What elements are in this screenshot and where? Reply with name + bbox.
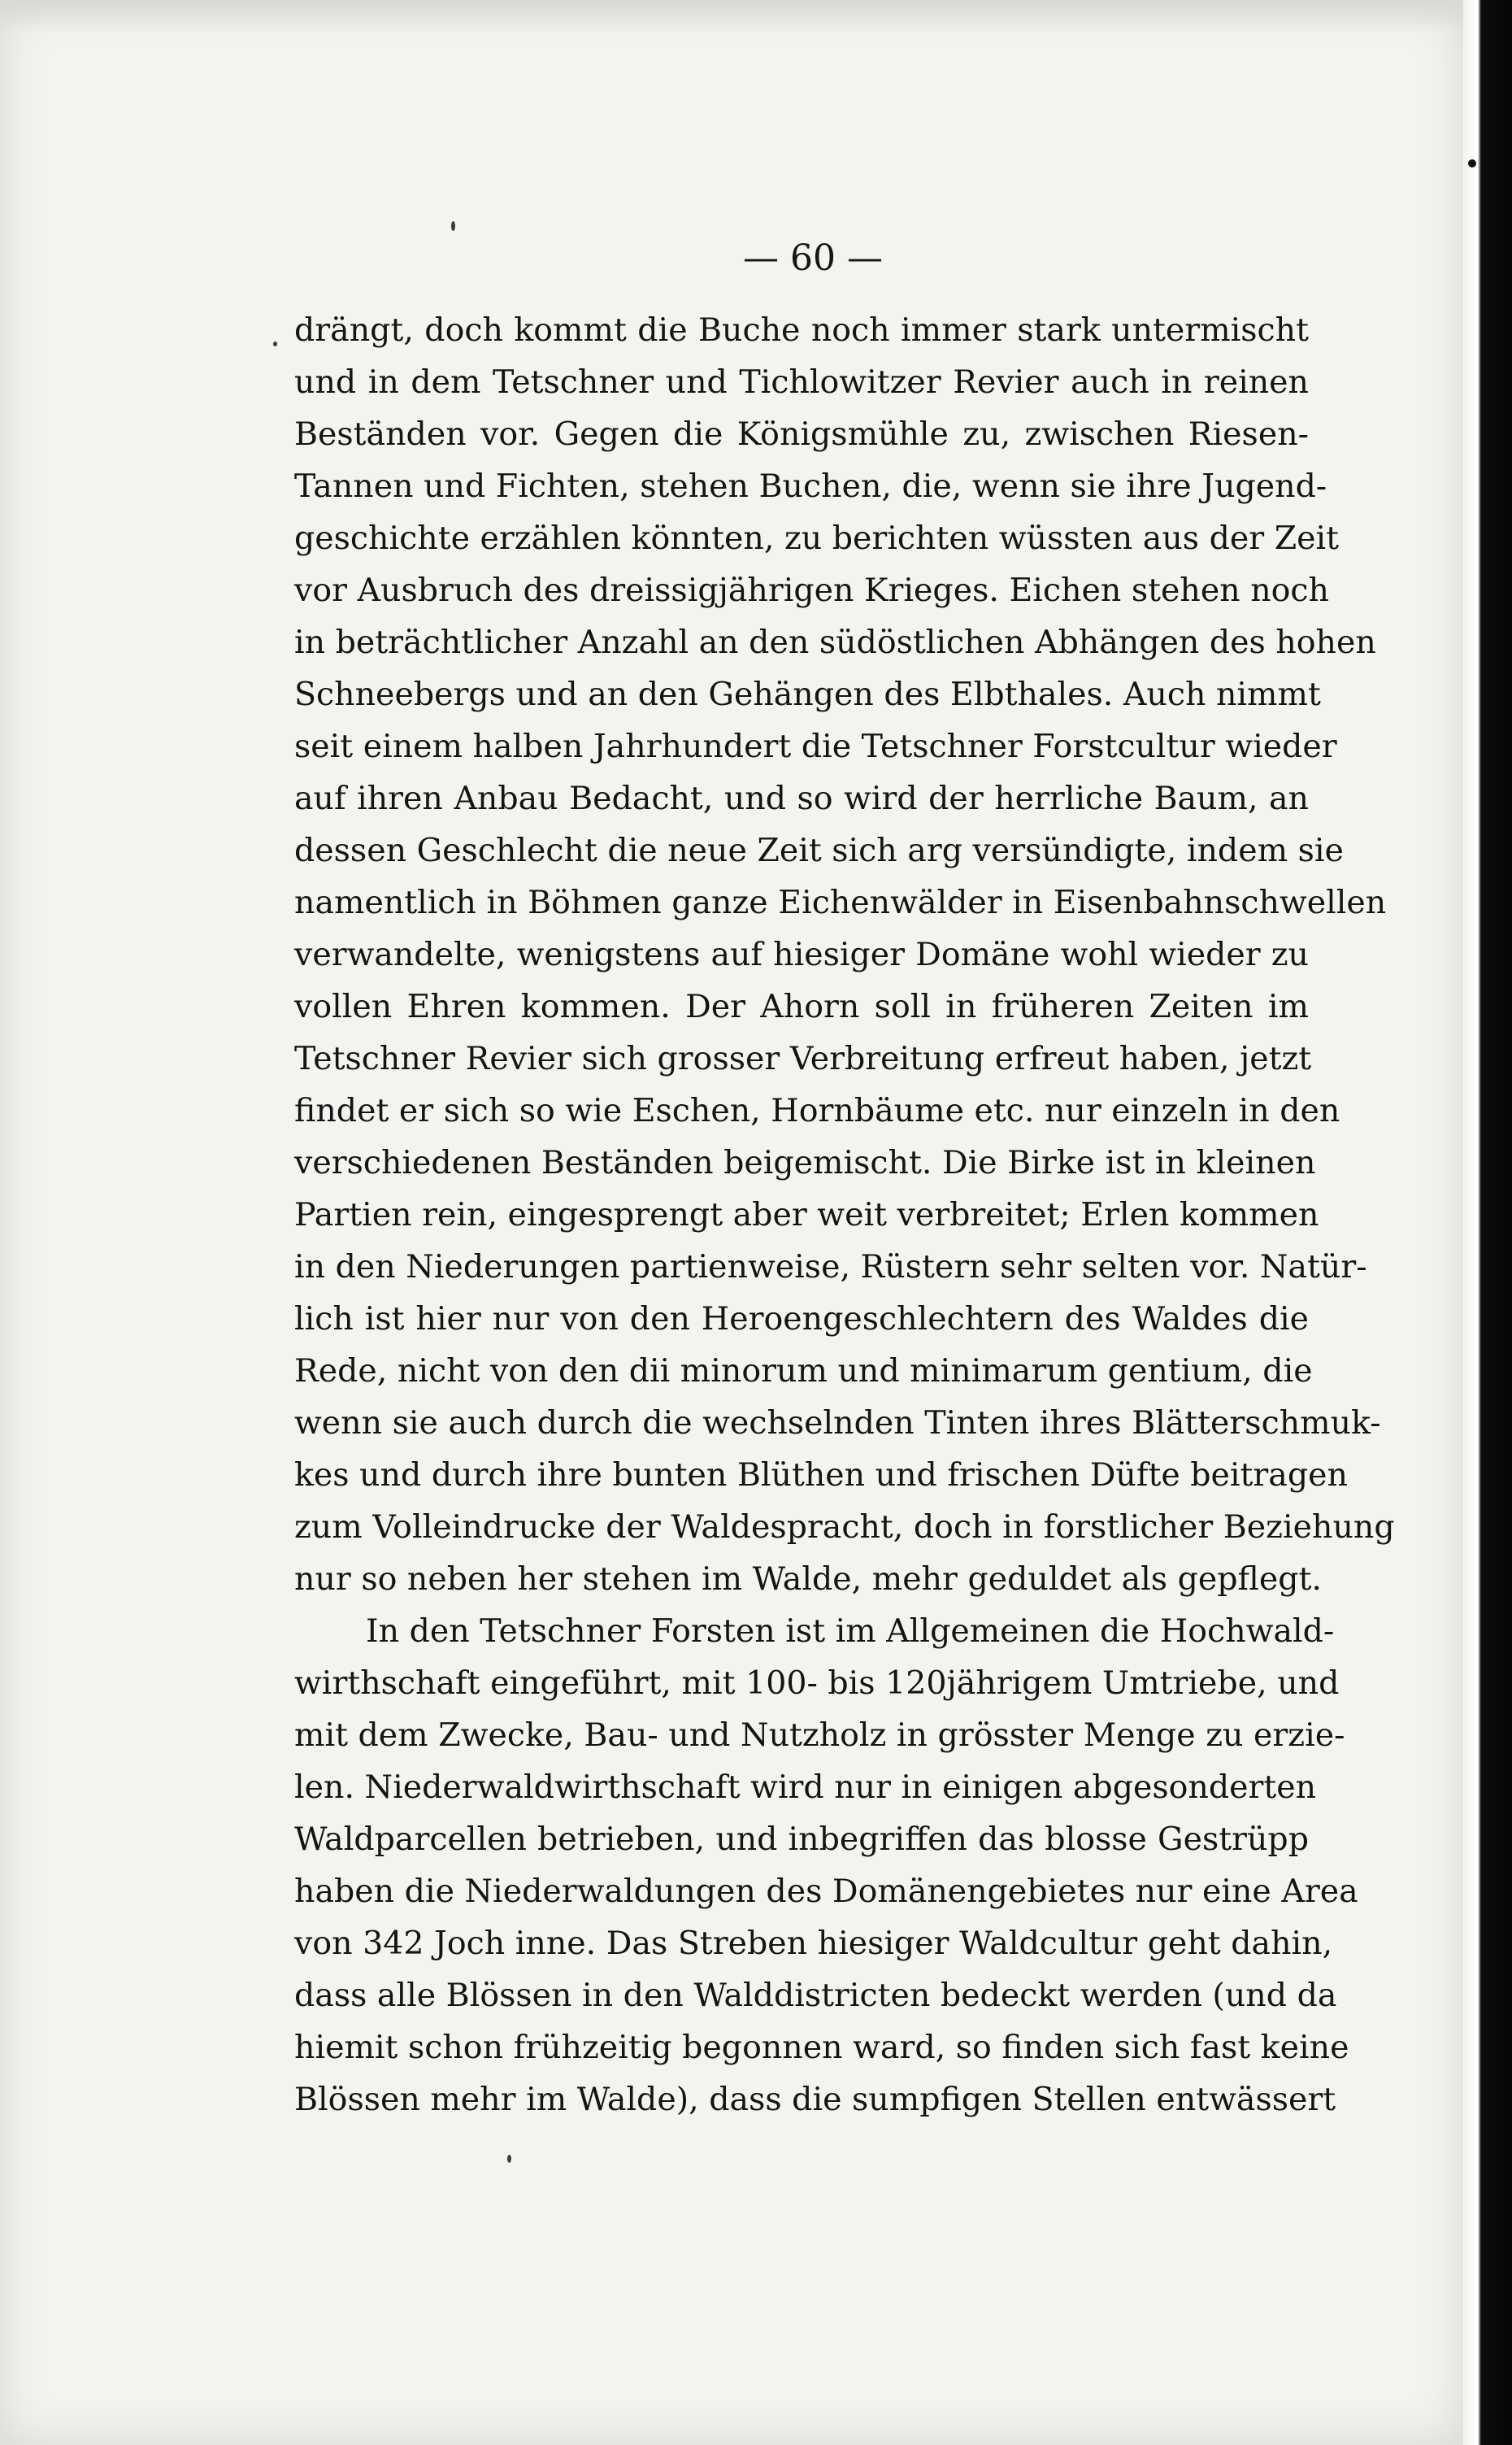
text-line: len. Niederwaldwirthschaft wird nur in einigen abgesonderten	[294, 1768, 1317, 1806]
text-line: namentlich in Böhmen ganze Eichenwälder in Eisenbahnschwellen	[294, 884, 1387, 921]
text-line: hiemit schon frühzeitig begonnen ward, so finden sich fast keine	[294, 2029, 1349, 2066]
text-line: dessen Geschlecht die neue Zeit sich arg versündigte, indem sie	[294, 832, 1344, 869]
text-line: wenn sie auch durch die wechselnden Tinten ihres Blätterschmuk-	[294, 1404, 1381, 1442]
text-line: Tannen und Fichten, stehen Buchen, die, wenn sie ihre Jugend-	[294, 468, 1327, 505]
page-number: — 60 —	[743, 237, 883, 279]
text-line: Tetschner Revier sich grosser Verbreitung erfreut haben, jetzt	[294, 1040, 1312, 1077]
text-line: verwandelte, wenigstens auf hiesiger Domäne wohl wieder zu	[294, 936, 1309, 973]
text-line: Waldparcellen betrieben, und inbegriffen das blosse Gestrüpp	[294, 1821, 1309, 1858]
text-line: auf ihren Anbau Bedacht, und so wird der herrliche Baum, an	[294, 780, 1309, 817]
text-line: mit dem Zwecke, Bau- und Nutzholz in grösster Menge zu erzie-	[294, 1716, 1345, 1754]
text-line: In den Tetschner Forsten ist im Allgemeinen die Hochwald-	[366, 1612, 1335, 1650]
text-line: haben die Niederwaldungen des Domänengebietes nur eine Area	[294, 1873, 1358, 1910]
text-line: Schneebergs und an den Gehängen des Elbthales. Auch nimmt	[294, 676, 1321, 713]
text-line: zum Volleindrucke der Waldespracht, doch in forstlicher Beziehung	[294, 1508, 1395, 1546]
speck-mark	[507, 2155, 511, 2163]
text-line: Beständen vor. Gegen die Königsmühle zu, zwischen Riesen-	[294, 415, 1309, 453]
text-line: drängt, doch kommt die Buche noch immer stark untermischt	[294, 311, 1309, 349]
text-line: lich ist hier nur von den Heroengeschlechtern des Waldes die	[294, 1300, 1309, 1338]
text-line: nur so neben her stehen im Walde, mehr geduldet als gepflegt.	[294, 1560, 1322, 1598]
text-line: seit einem halben Jahrhundert die Tetschner Forstcultur wieder	[294, 728, 1337, 765]
text-line: kes und durch ihre bunten Blüthen und frischen Düfte beitragen	[294, 1456, 1348, 1494]
text-line: Blössen mehr im Walde), dass die sumpfigen Stellen entwässert	[294, 2081, 1336, 2118]
text-line: Partien rein, eingesprengt aber weit verbreitet; Erlen kommen	[294, 1196, 1319, 1233]
text-line: und in dem Tetschner und Tichlowitzer Revier auch in reinen	[294, 363, 1309, 401]
text-line: verschiedenen Beständen beigemischt. Die Birke ist in kleinen	[294, 1144, 1316, 1181]
text-line: dass alle Blössen in den Walddistricten bedeckt werden (und da	[294, 1977, 1337, 2014]
text-line: in beträchtlicher Anzahl an den südöstlichen Abhängen des hohen	[294, 624, 1376, 661]
text-line: von 342 Joch inne. Das Streben hiesiger Waldcultur geht dahin,	[294, 1925, 1333, 1962]
speck-mark	[273, 342, 277, 346]
text-line: vollen Ehren kommen. Der Ahorn soll in früheren Zeiten im	[294, 988, 1309, 1025]
text-line: Rede, nicht von den dii minorum und minimarum gentium, die	[294, 1352, 1313, 1390]
text-line: geschichte erzählen könnten, zu berichten wüssten aus der Zeit	[294, 520, 1340, 557]
speck-mark	[451, 221, 455, 231]
speck-mark	[1468, 159, 1476, 167]
text-line: wirthschaft eingeführt, mit 100- bis 120jährigem Umtriebe, und	[294, 1664, 1340, 1702]
page-spine-edge	[1463, 0, 1512, 2445]
text-line: vor Ausbruch des dreissigjährigen Krieges. Eichen stehen noch	[294, 572, 1329, 609]
page-body	[294, 304, 1395, 2125]
text-line: in den Niederungen partienweise, Rüstern sehr selten vor. Natür-	[294, 1248, 1367, 1286]
text-line: findet er sich so wie Eschen, Hornbäume etc. nur einzeln in den	[294, 1092, 1340, 1129]
